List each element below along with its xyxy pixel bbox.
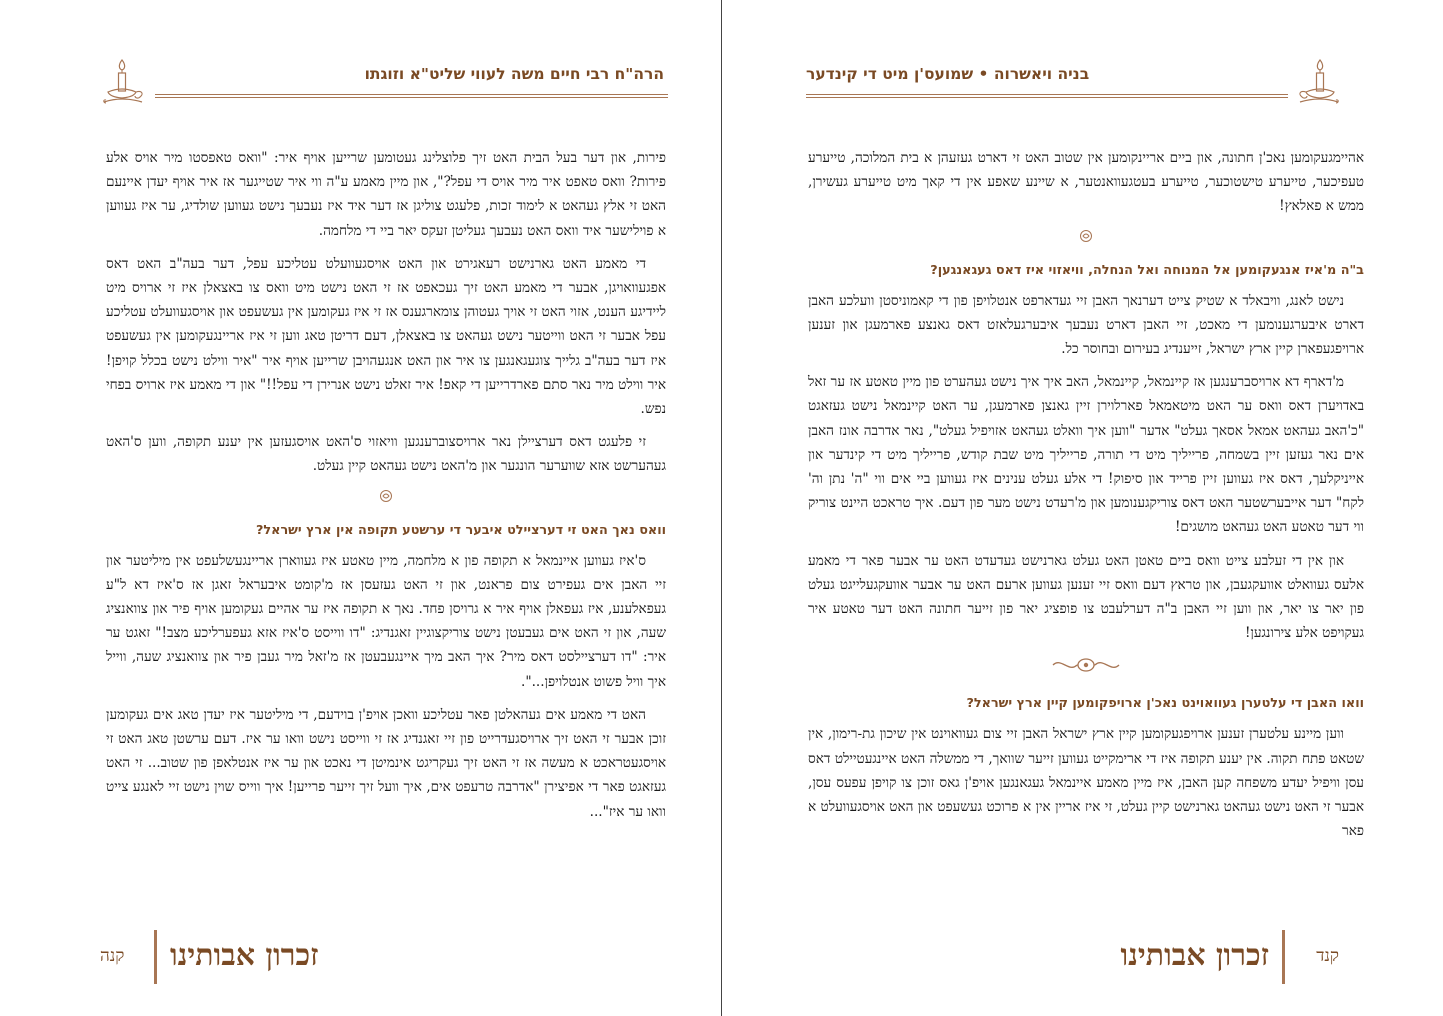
flourish-icon <box>1078 228 1094 244</box>
book-title: זכרון אבותינו <box>170 938 319 973</box>
paragraph: מ'דארף דא ארויסברענגען אז קיינמאל, קיינמאל, האב איך איך נישט געהערט פון מיין טאטע אז ער זאל באדויערן דאס וואס ער האט מיטאמאל פארלוירן זיין גאנצן פארמעגן, ער האט קיינמאל נישט געזאגט "כ'האב געהאט אמאל אסאך געלט" אדער "ווען איך וואלט געהאט אזויפיל געלט", נאר אדרבה אונז האבן אים נאר געזען זיין בשמחה, פרייליך מיט די תורה, פרייליך מיט שבת קודש, פרייליך מיט די קינדער און אייניקלעך, דאס איז געווען זיין פרייד און סיפוק! די אלע געלט ענינים איז געווען ביי אים ווי "ה' נתן וה' לקח" דער אייבערשטער האט דאס צוריקגענומען און מ'רעדט נישט מער פון דעם. איך טראכט היינט צוריק ווי דער טאטע האט געהאט מושגים! <box>808 374 1364 536</box>
header-rule <box>806 94 1288 98</box>
flourish-icon <box>1051 655 1121 675</box>
paragraph: און אין די זעלבע צייט וואס ביים טאטן האט געלט גארנישט געדעדט האט ער אבער פאר די מאמע אלעס געוואלט אוועקגעבן, און טראץ דעם וואס זיי זענען געווען ארעם האט ער אבער אוועקגעלייגט געלט פון יאר צו יאר, און ווען זיי האבן ב"ה דערלעבט צו פופציג יאר פון זייער חתונה האט דער טאטע איר געקויפט אלע צירונגען! <box>808 552 1364 642</box>
section-heading: וואו האבן די עלטערן געוואוינט נאכ'ן ארויפקומען קיין ארץ ישראל? <box>966 696 1364 712</box>
paragraph: ווען מיינע עלטערן זענען ארויפגעקומען קיין ארץ ישראל האבן זיי צום געוואוינט אין שיכון גת-רימון, אין שטאט פתח תקוה. אין יענע תקופה איז די ארימקייט געווען זייער שוואך, די ממשלה האט איינגעטיילט דאס עסן וויפיל יעדע משפחה קען האבן, איז מיין מאמע איינמאל געגאנגען אויפ'ן גאס זוכן צו קויפן עפעס עסן, אבער זי האט נישט געהאט גארנישט קיין געלט, זי איז אריין אין א פרוכט געשעפט און האט אויסגעוועלט א פאר <box>808 726 1364 840</box>
running-header-title: בניה ויאשרוה • שמועס'ן מיט די קינדער <box>806 65 1090 83</box>
left-page <box>0 0 721 1016</box>
left-body-text <box>106 146 666 833</box>
ornament-small <box>106 488 666 508</box>
paragraph: ס'איז געווען איינמאל א תקופה פון א מלחמה, מיין טאטע איז געווארן אריינגעשלעפט אין מיליטער און זיי האבן אים געפירט צום פראנט, און זי האט געזעסן אז מ'קומט איבעראל זאגן אז ס'איז דא ל"ע געפאלענע, איז געפאלן אויף איר א גרויסן פחד. נאך א תקופה איז ער אהיים געקומען אויף פיר און צוואנציג שעה, און זי האט אים געבעטן נישט צוריקצוגיין זאגנדיג: "דו ווייסט ס'איז אזא געפערליכע מצב!" זאגט ער איר: "דו דערציילסט דאס מיר? איך האב מיך איינגעבעטן אז מ'זאל מיר געבן פיר און צוואנציג שעה, ווייל איך וויל פשוט אנטלויפן...". <box>106 552 666 690</box>
page-number: קנה <box>100 946 125 966</box>
left-footer <box>100 930 340 984</box>
right-page <box>722 0 1443 1016</box>
page-number: קנד <box>1316 946 1339 966</box>
section-heading: ב"ה מ'איז אנגעקומען אל המנוחה ואל הנחלה, וויאזוי איז דאס געגאנגען? <box>930 262 1364 278</box>
paragraph: די מאמע האט גארנישט רעאגירט און האט אויסגעוועלט עטליכע עפל, דער בעה"ב האט דאס אפגעוואויגן, אבער די מאמע האט זיך געכאפט אז זי האט נישט מיט וואס צו באצאלן איז זי ארויס מיט ליידיגע הענט, אזוי האט זי אויך געטוהן צומארגענס אז זי איז געקומען אין געשעפט און אויסגעוועלט עטליכע עפל אבער זי האט ווייטער נישט געהאט צו באצאלן, דעם דריטן טאג ווען זי איז אריינגעקומען אין געשעפט איז דער בעה"ב גלייך צוגעגאנגען צו איר און האט אנגעהויבן שרייען אויף איר "איר ווילט נישט בכלל קויפן! איר ווילט מיר נאר סתם פארדרייען די קאפ! איר זאלט נישט אנרירן די עפל!!" און די מאמע איז ארויס בפחי נפש. <box>106 255 666 418</box>
running-header-title: הרה"ח רבי חיים משה לעווי שליט"א וזוגתו <box>364 65 664 83</box>
paragraph: זי פלעגט דאס דערציילן נאר ארויסצוברענגען וויאזוי ס'האט אויסגעזען אין יענע תקופה, ווען ס'האט געהערשט אזא שווערער הונגער און מ'האט נישט געהאט קיין געלט. <box>106 434 666 475</box>
ornament-large <box>808 655 1364 679</box>
paragraph: פירות, און דער בעל הבית האט זיך פלוצלינג געטומען שרייען אויף איר: "וואס טאפסטו מיר אויס אלע פירות? וואס טאפט איר מיר אויס די עפל?", און מיין מאמע ע"ה ווי איר שטייגער אז איר אויף יעדן איינעם האט זי אלץ געהאט א לימוד זכות, פלעגט צוליגן אז דער איד איז נעבעך נישט געווען שולדיג, ער איז געווען א פוילישער איד וואס האט נעבעך געליטן זעקס יאר ביי די מלחמה. <box>106 150 666 239</box>
candle-icon <box>100 56 146 106</box>
book-title: זכרון אבותינו <box>1120 938 1269 973</box>
candle-icon <box>1296 56 1342 106</box>
paragraph: האט די מאמע אים געהאלטן פאר עטליכע וואכן אויפ'ן בוידעם, די מיליטער איז יעדן טאג אים געקומען זוכן אבער זי האט זיך ארויסגעדרייט פון זיי זאגנדיג אז זי ווייסט נישט וואו ער איז. דעם ערשטן טאג האט זי אויסגעטראכט א מעשה אז זי האט זיך געקריגט אינמיטן די נאכט און ער איז אנטלאפן פון שטוב... זי האט געזאגט פאר די אפיצירן "אדרבה טרעפט אים, איך וועל זיך זייער פרייען! איך ווייס שוין נישט זיי לאנגע צייט וואו ער איז"... <box>106 706 666 820</box>
footer-separator <box>154 930 157 984</box>
right-body-text <box>808 146 1364 852</box>
paragraph: אהיימגעקומען נאכ'ן חתונה, און ביים אריינקומען אין שטוב האט זי דארט געזעהן א בית המלוכה, טייערע טעפיכער, טייערע טישטוכער, טייערע בעטגעוואנטער, א שיינע שאפע אין די קאך מיט טייערע געשירן, ממש א פאלאץ! <box>808 150 1364 215</box>
right-running-header <box>806 56 1342 104</box>
right-footer <box>1099 930 1339 984</box>
ornament-small <box>808 228 1364 248</box>
paragraph: נישט לאנג, וויבאלד א שטיק צייט דערנאך האבן זיי געדארפט אנטלויפן פון די קאמוניסטן וועלכע האבן דארט איבערגענומען די מאכט, זיי האבן דארט נעבעך איבערגעלאזט דאס גאנצע פארמעגן און זענען ארויפגעפארן קיין ארץ ישראל, זייענדיג בעירום ובחוסר כל. <box>808 292 1364 358</box>
header-rule <box>155 94 668 98</box>
footer-separator <box>1282 930 1285 984</box>
section-heading: וואס נאך האט זי דערציילט איבער די ערשטע תקופה אין ארץ ישראל? <box>255 522 666 538</box>
left-running-header <box>100 56 668 104</box>
flourish-icon <box>378 488 394 504</box>
